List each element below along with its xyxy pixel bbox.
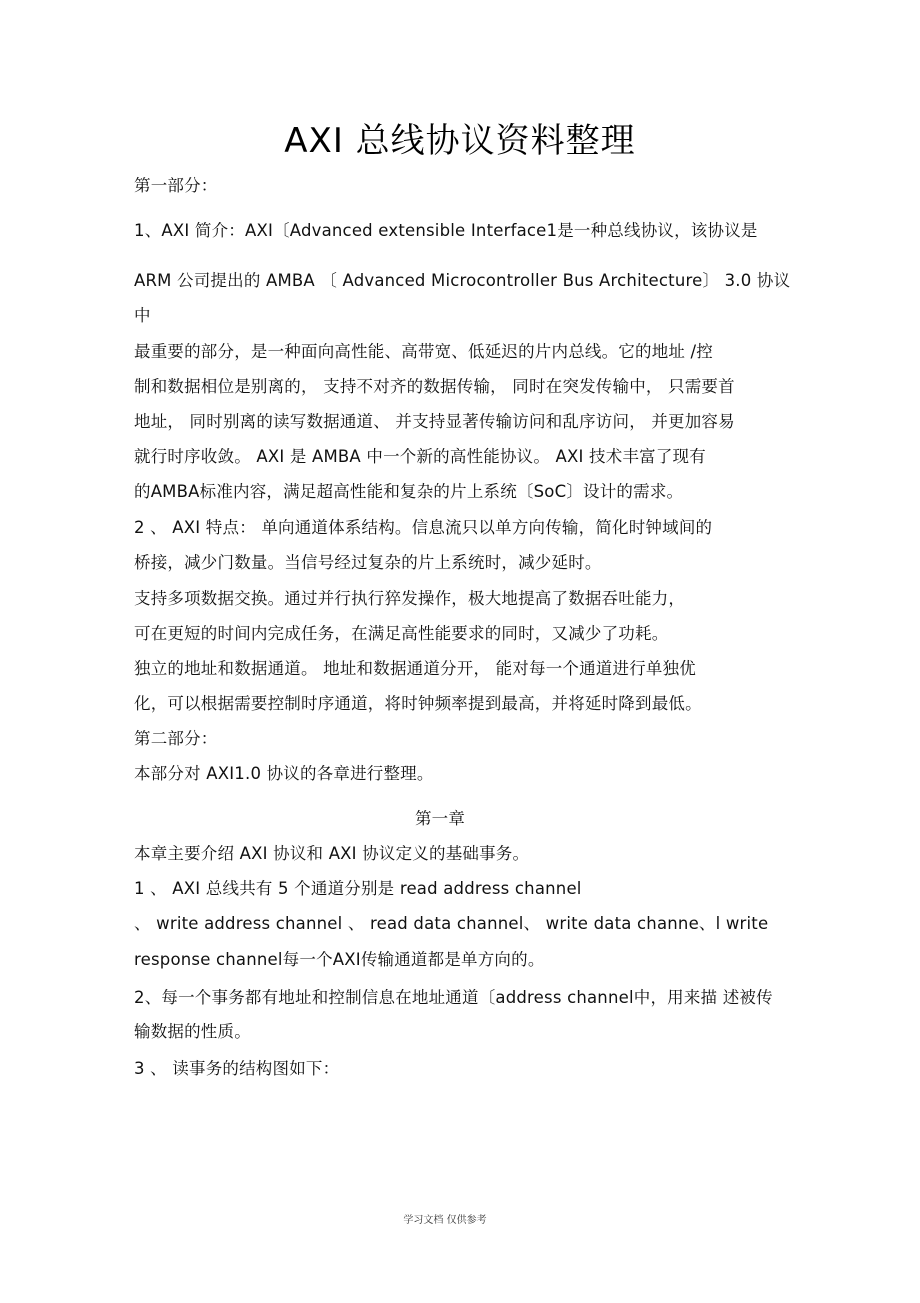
paragraph-line: 地址， 同时别离的读写数据通道、 并支持显著传输访问和乱序访问， 并更加容易 (134, 412, 735, 431)
paragraph-line: 独立的地址和数据通道。 地址和数据通道分开， 能对每一个通道进行单独优 (134, 659, 696, 678)
section-heading-part-two: 第二部分： (134, 729, 218, 748)
paragraph-line: 1、AXI 简介：AXI〔Advanced extensible Interface1是一种总线协议，该协议是 (134, 221, 758, 240)
paragraph-line: 就行时序收敛。 AXI 是 AMBA 中一个新的高性能协议。 AXI 技术丰富了现有 (134, 447, 706, 466)
paragraph-line: 桥接，减少门数量。当信号经过复杂的片上系统时，减少延时。 (134, 553, 602, 572)
paragraph-line: 可在更短的时间内完成任务，在满足高性能要求的同时，又减少了功耗。 (134, 624, 669, 643)
document-title: AXI 总线协议资料整理 (284, 121, 636, 161)
paragraph-line: 3 、 读事务的结构图如下： (134, 1059, 340, 1078)
paragraph-line: 2 、 AXI 特点： 单向通道体系结构。信息流只以单方向传输，简化时钟域间的 (134, 518, 713, 537)
paragraph-line: 支持多项数据交换。通过并行执行猝发操作，极大地提高了数据吞吐能力， (134, 589, 686, 608)
paragraph-line: 制和数据相位是别离的， 支持不对齐的数据传输， 同时在突发传输中， 只需要首 (134, 377, 735, 396)
section-heading-part-one: 第一部分： (134, 176, 218, 195)
page-footer: 学习文档 仅供参考 (403, 1215, 487, 1226)
paragraph-line: 中 (134, 306, 151, 325)
paragraph-line: 最重要的部分，是一种面向高性能、高带宽、低延迟的片内总线。它的地址 /控 (134, 342, 714, 361)
paragraph-line: 本部分对 AXI1.0 协议的各章进行整理。 (134, 764, 434, 783)
paragraph-line: 、 write address channel 、 read data channel、 write data channe、l write (134, 914, 769, 933)
paragraph-line: 输数据的性质。 (134, 1022, 251, 1041)
chapter-heading: 第一章 (414, 809, 466, 828)
paragraph-line: 本章主要介绍 AXI 协议和 AXI 协议定义的基础事务。 (134, 844, 530, 863)
paragraph-line: response channel每一个AXI传输通道都是单方向的。 (134, 950, 545, 969)
paragraph-line: 的AMBA标准内容，满足超高性能和复杂的片上系统〔SoC〕设计的需求。 (134, 482, 684, 501)
paragraph-line: 化，可以根据需要控制时序通道，将时钟频率提到最高，并将延时降到最低。 (134, 694, 702, 713)
paragraph-line: 2、每一个事务都有地址和控制信息在地址通道〔address channel中，用来描 述被传 (134, 988, 773, 1007)
paragraph-line: 1 、 AXI 总线共有 5 个通道分别是 read address channel (134, 879, 582, 898)
paragraph-line: ARM 公司提出的 AMBA 〔 Advanced Microcontroller Bus Architecture〕 3.0 协议 (134, 271, 791, 290)
